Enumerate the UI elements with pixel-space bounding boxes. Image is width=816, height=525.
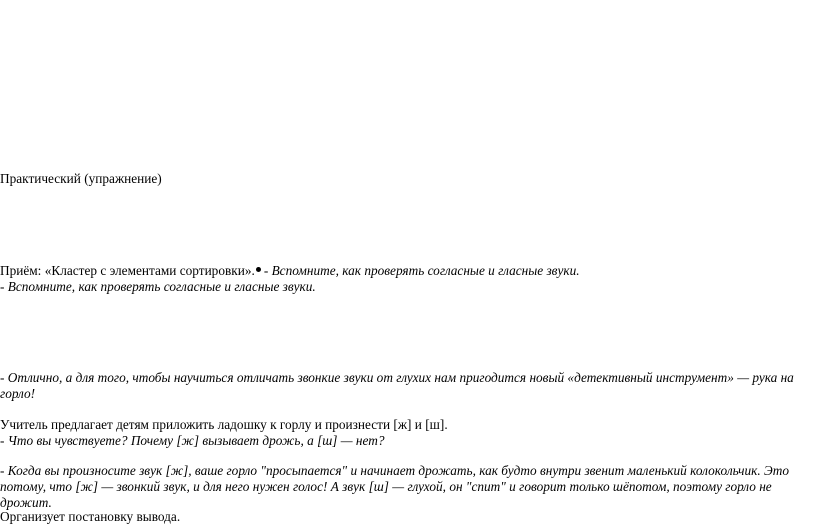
teacher-instruction: Учитель предлагает детям приложить ладошку к горлу и произнести [ж] и [ш]. <box>0 417 448 432</box>
question: - Что вы чувствуете? Почему [ж] вызывает дрожь, а [ш] — нет? <box>0 433 385 448</box>
conclusion: Организует постановку вывода. <box>0 509 181 524</box>
prompt-repeat: - Вспомните, как проверять согласные и гласные звуки. <box>0 279 316 294</box>
detective-line-1: - Отлично, а для того, чтобы научиться отличать звонкие звуки от глухих нам пригодится новый «детективный инструмент» — рука на <box>0 370 794 385</box>
bullet-icon <box>256 267 261 272</box>
stage-label: Практический (упражнение) <box>0 171 162 186</box>
technique-line <box>0 263 580 279</box>
detective-line-2: горло! <box>0 386 36 401</box>
technique-prefix: Приём: «Кластер с элементами сортировки». <box>0 263 255 278</box>
explanation-line-2: потому, что [ж] — звонкий звук, и для него нужен голос! А звук [ш] — глухой, он "спит" и говорит только шёпотом, поэтому горло не <box>0 479 772 494</box>
explanation-line-3: дрожит. <box>0 495 52 510</box>
explanation-line-1: - Когда вы произносите звук [ж], ваше горло "просыпается" и начинает дрожать, как будто внутри звенит маленький колокольчик. Это <box>0 463 789 478</box>
technique-inline-prompt: - Вспомните, как проверять согласные и гласные звуки. <box>263 263 580 278</box>
